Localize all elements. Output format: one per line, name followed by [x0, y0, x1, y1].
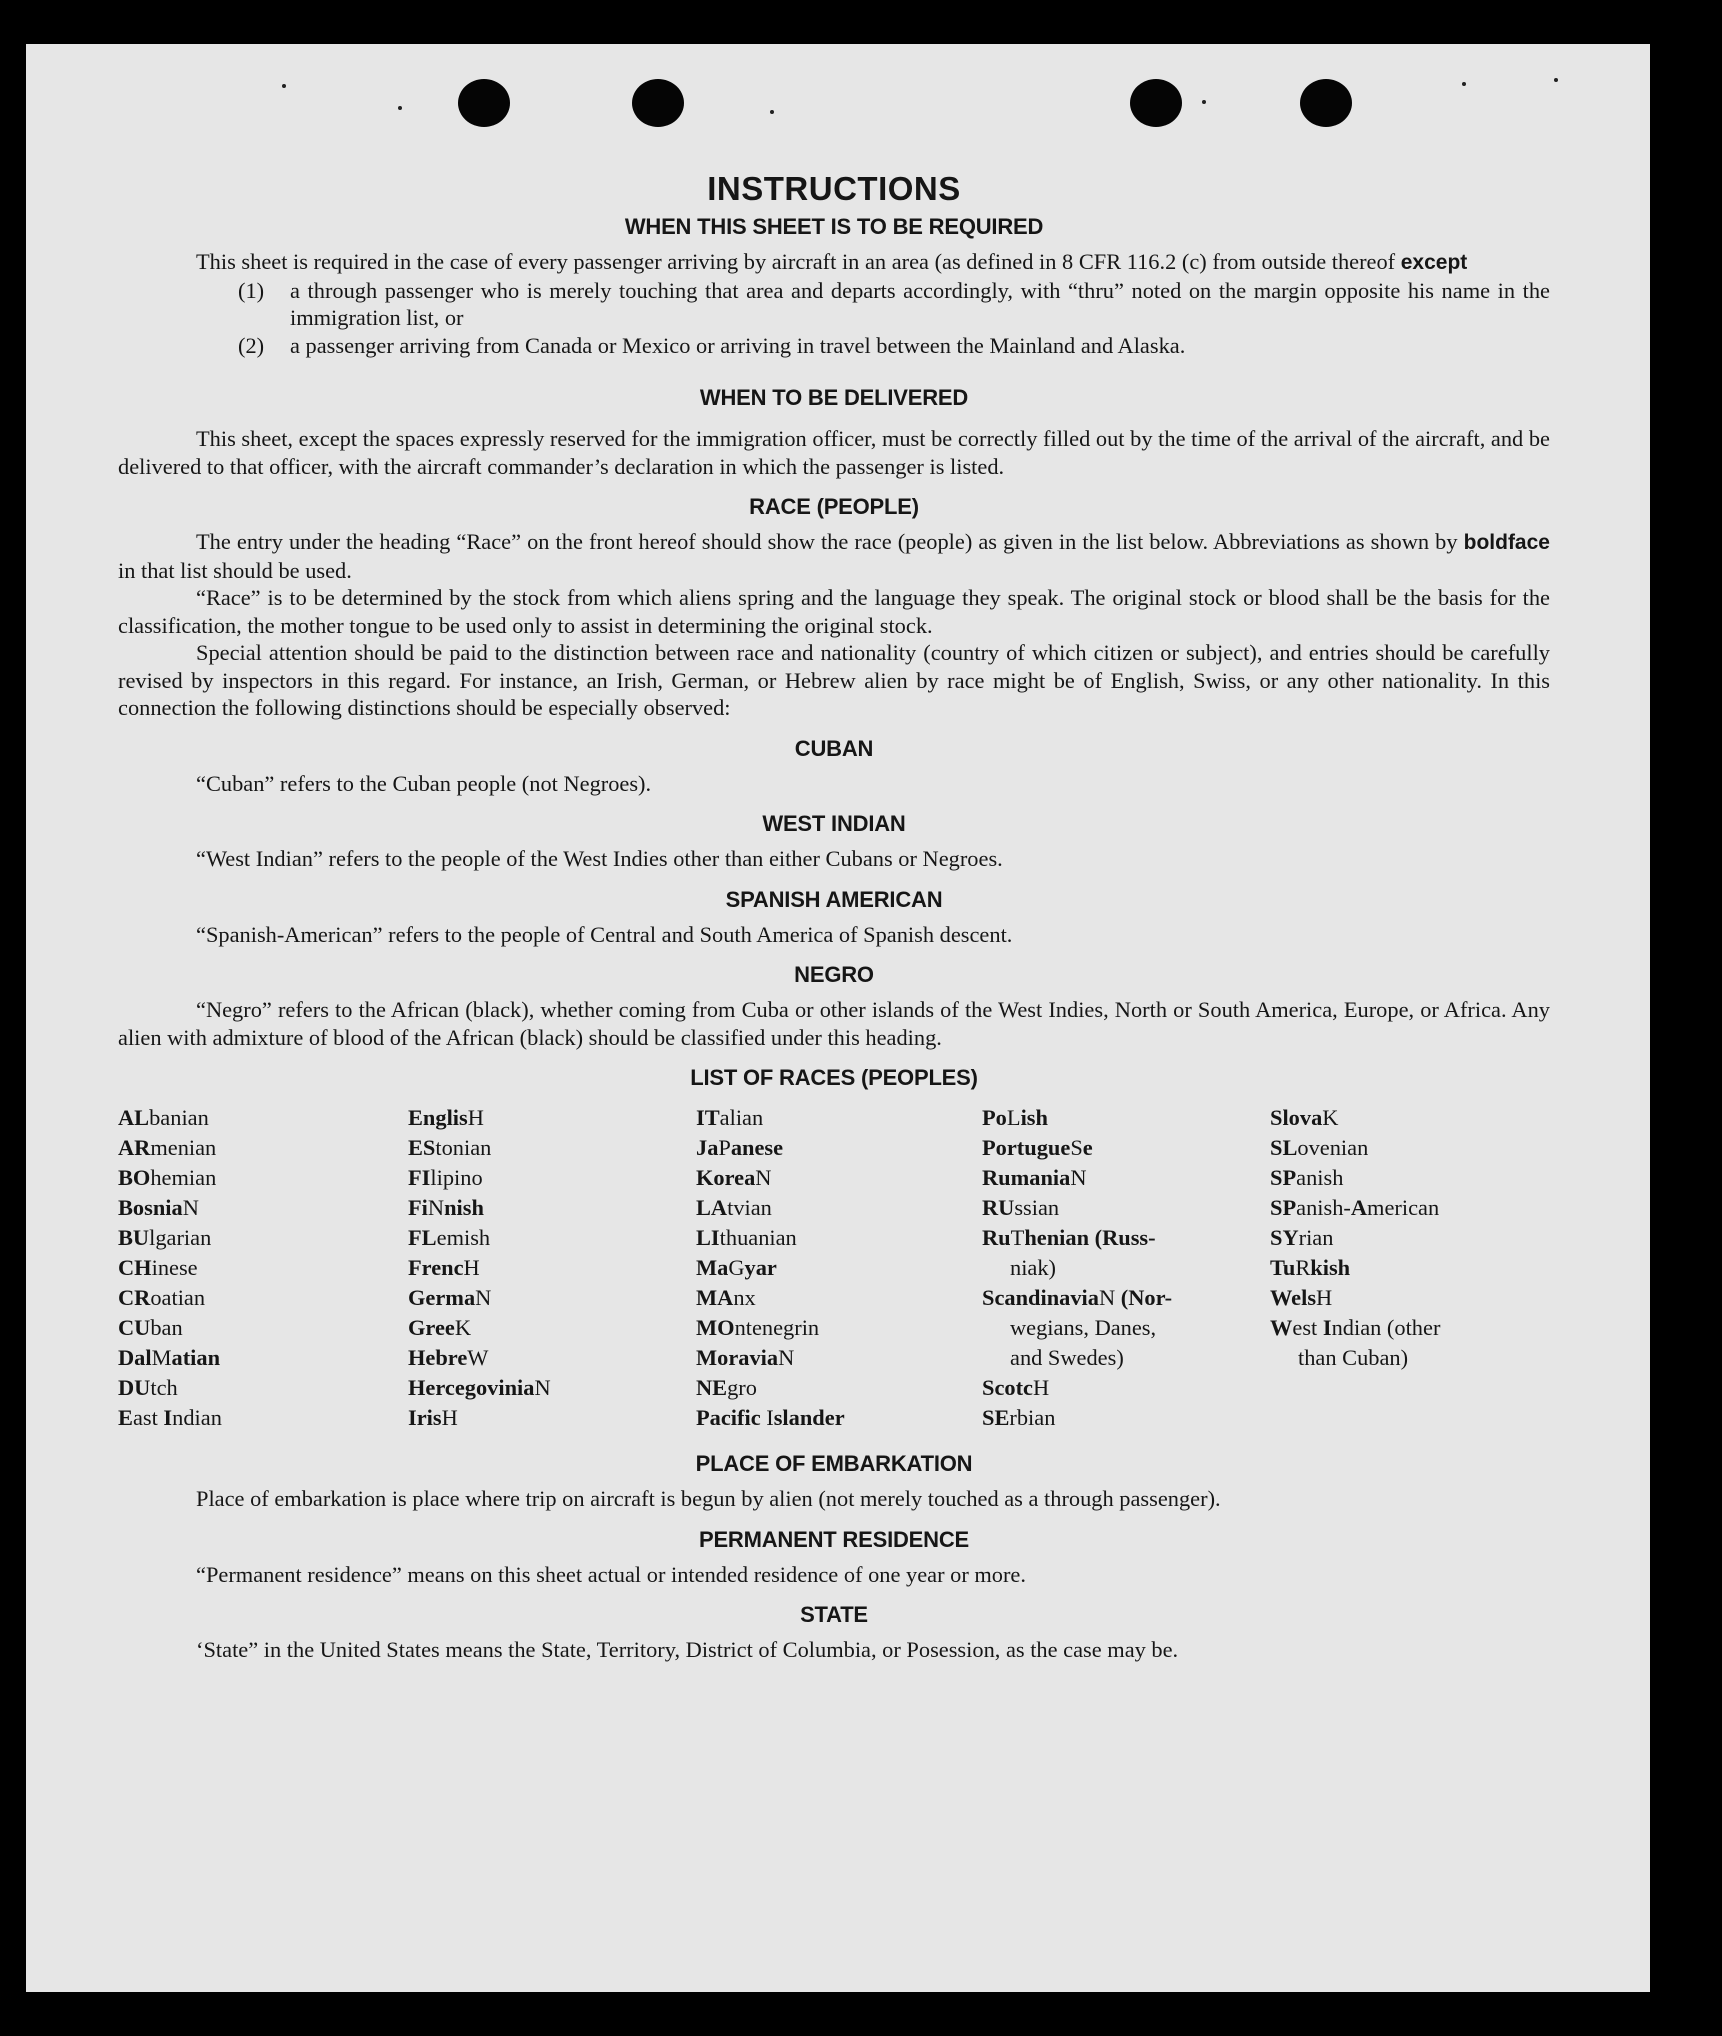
races-column	[1270, 1103, 1530, 1433]
race-entry: RuThenian (Russ-	[982, 1225, 1156, 1250]
item-number: (2)	[238, 332, 265, 358]
permanent-residence-text: “Permanent residence” means on this sheet actual or intended residence of one year or more.	[196, 1561, 1026, 1587]
except-bold: except	[1400, 251, 1468, 274]
embarkation-text: Place of embarkation is place where trip on aircraft is begun by alien (not merely touched as a through passenger).	[196, 1486, 1221, 1511]
race-entry: ITalian	[696, 1105, 764, 1130]
race-entry: FiNnish	[408, 1195, 484, 1220]
race-entry: MoraviaN	[696, 1345, 795, 1370]
list-item	[238, 332, 1550, 360]
speck	[1202, 100, 1206, 104]
race-entry: GermaN	[408, 1285, 492, 1310]
race-paragraph-2: “Race” is to be determined by the stock from which aliens spring and the language they speak. The original stock or blood shall be the basis for the classification, the mother tongue to be used only to assist in determining the original stock.	[118, 585, 1550, 638]
race-entry-continuation: than Cuban)	[1298, 1345, 1409, 1370]
race-entry: ALbanian	[118, 1105, 209, 1130]
speck	[770, 110, 774, 114]
race-entry: SYrian	[1270, 1225, 1334, 1250]
section-heading-permanent-residence: PERMANENT RESIDENCE	[698, 1526, 969, 1552]
list-item	[238, 277, 1550, 332]
item-text: a through passenger who is merely touching that area and departs accordingly, with “thru” noted on the margin opposite his name in the immigration list, or	[290, 277, 1550, 330]
races-column	[982, 1103, 1270, 1433]
race-entry: SErbian	[982, 1405, 1056, 1430]
negro-text: “Negro” refers to the African (black), whether coming from Cuba or other islands of the West Indies, North or South America, Europe, or Africa. Any alien with admixture of blood of the African (black) should be classified under this heading.	[118, 997, 1550, 1050]
race-entry: CRoatian	[118, 1285, 206, 1310]
punch-hole	[1300, 79, 1352, 127]
when-required-intro: This sheet is required in the case of every passenger arriving by aircraft in an area (as defined in 8 CFR 116.2 (c) from outside thereof except	[196, 249, 1468, 274]
race-entry: CUban	[118, 1315, 183, 1340]
punch-hole	[632, 79, 684, 127]
race-entry: PoLish	[982, 1105, 1048, 1130]
race-entry: ARmenian	[118, 1135, 217, 1160]
page-title: INSTRUCTIONS	[707, 170, 961, 207]
race-entry: GreeK	[408, 1315, 471, 1340]
punch-hole	[458, 79, 510, 127]
instructions-content	[118, 170, 1550, 1664]
race-entry: CHinese	[118, 1255, 198, 1280]
race-entry: RumaniaN	[982, 1165, 1087, 1190]
boldface-word: boldface	[1463, 531, 1550, 554]
race-entry: HercegoviniaN	[408, 1375, 551, 1400]
item-text: a passenger arriving from Canada or Mexico or arriving in travel between the Mainland and Alaska.	[290, 332, 1186, 358]
section-heading-cuban: CUBAN	[794, 735, 874, 761]
spanish-american-text: “Spanish-American” refers to the people of Central and South America of Spanish descent.	[196, 921, 1013, 947]
race-entry: SPanish	[1270, 1165, 1344, 1190]
speck	[1554, 78, 1558, 82]
race-entry: NEgro	[696, 1375, 757, 1400]
section-heading-when-delivered: WHEN TO BE DELIVERED	[699, 385, 969, 410]
cuban-text: “Cuban” refers to the Cuban people (not Negroes).	[196, 770, 652, 796]
west-indian-text: “West Indian” refers to the people of the West Indies other than either Cubans or Negroes.	[196, 846, 1003, 871]
race-entry: BOhemian	[118, 1165, 217, 1190]
section-heading-embarkation: PLACE OF EMBARKATION	[695, 1451, 973, 1476]
document-sheet	[26, 44, 1650, 1992]
race-entry-continuation: wegians, Danes,	[1010, 1315, 1157, 1340]
race-entry-continuation: niak)	[1010, 1255, 1057, 1280]
race-entry: MaGyar	[696, 1255, 777, 1280]
race-entry: DUtch	[118, 1375, 178, 1400]
section-heading-when-required: WHEN THIS SHEET IS TO BE REQUIRED	[624, 214, 1044, 239]
race-entry: EnglisH	[408, 1105, 484, 1130]
race-entry: West Indian (other	[1270, 1315, 1441, 1340]
race-entry: East Indian	[118, 1405, 222, 1430]
section-heading-list-of-races: LIST OF RACES (PEOPLES)	[690, 1065, 978, 1090]
race-entry: PortugueSe	[982, 1135, 1093, 1160]
section-heading-race: RACE (PEOPLE)	[749, 494, 919, 519]
state-text: ‘State” in the United States means the State, Territory, District of Columbia, or Posession, as the case may be.	[196, 1637, 1179, 1662]
section-heading-negro: NEGRO	[794, 962, 874, 987]
race-entry: MAnx	[696, 1285, 756, 1310]
race-entry: WelsH	[1270, 1285, 1333, 1310]
section-heading-spanish-american: SPANISH AMERICAN	[725, 886, 943, 912]
race-entry: BUlgarian	[118, 1225, 212, 1250]
race-entry: FIlipino	[408, 1165, 483, 1190]
speck	[1462, 82, 1466, 86]
race-entry: SLovenian	[1270, 1135, 1369, 1160]
races-column	[118, 1103, 408, 1433]
race-entry: RUssian	[982, 1195, 1060, 1220]
races-column	[696, 1103, 982, 1433]
section-heading-west-indian: WEST INDIAN	[762, 811, 906, 836]
race-entry: EStonian	[408, 1135, 492, 1160]
item-number: (1)	[238, 277, 265, 303]
race-entry: FrencH	[408, 1255, 480, 1280]
race-entry: HebreW	[408, 1345, 489, 1370]
race-entry: ScandinaviaN (Nor-	[982, 1285, 1173, 1310]
race-entry: SlovaK	[1270, 1105, 1339, 1130]
race-entry: LIthuanian	[696, 1225, 797, 1250]
race-entry: LAtvian	[696, 1195, 772, 1220]
race-entry: DalMatian	[118, 1345, 221, 1370]
race-entry: SPanish-American	[1270, 1195, 1440, 1220]
race-entry: ScotcH	[982, 1375, 1050, 1400]
race-entry: IrisH	[408, 1405, 458, 1430]
race-entry-continuation: and Swedes)	[1010, 1345, 1124, 1370]
speck	[282, 84, 286, 88]
race-entry: BosniaN	[118, 1195, 199, 1220]
race-paragraph-3: Special attention should be paid to the distinction between race and nationality (country of which citizen or subject), and entries should be carefully revised by inspectors in this regard. For instance, an Irish, German, or Hebrew alien by race might be of English, Swiss, or any other nationality. In this connection the following distinctions should be especially observed:	[118, 640, 1550, 720]
exception-list	[118, 277, 1550, 360]
race-entry: JaPanese	[696, 1135, 784, 1160]
section-heading-state: STATE	[800, 1602, 868, 1627]
punch-hole	[1130, 79, 1182, 127]
speck	[398, 106, 402, 110]
race-entry: KoreaN	[696, 1165, 772, 1190]
race-entry: FLemish	[408, 1225, 491, 1250]
when-delivered-text: This sheet, except the spaces expressly reserved for the immigration officer, must be correctly filled out by the time of the arrival of the aircraft, and be delivered to that officer, with the aircraft commander’s declaration in which the passenger is listed.	[118, 426, 1550, 479]
races-column	[408, 1103, 696, 1433]
race-entry: MOntenegrin	[696, 1315, 820, 1340]
race-entry: Pacific Islander	[696, 1405, 845, 1430]
race-paragraph-1: The entry under the heading “Race” on the front hereof should show the race (people) as given in the list below. Abbreviations as shown by boldface in that list should be used.	[118, 529, 1550, 583]
race-entry: TuRkish	[1270, 1255, 1351, 1280]
races-table	[118, 1103, 1550, 1433]
